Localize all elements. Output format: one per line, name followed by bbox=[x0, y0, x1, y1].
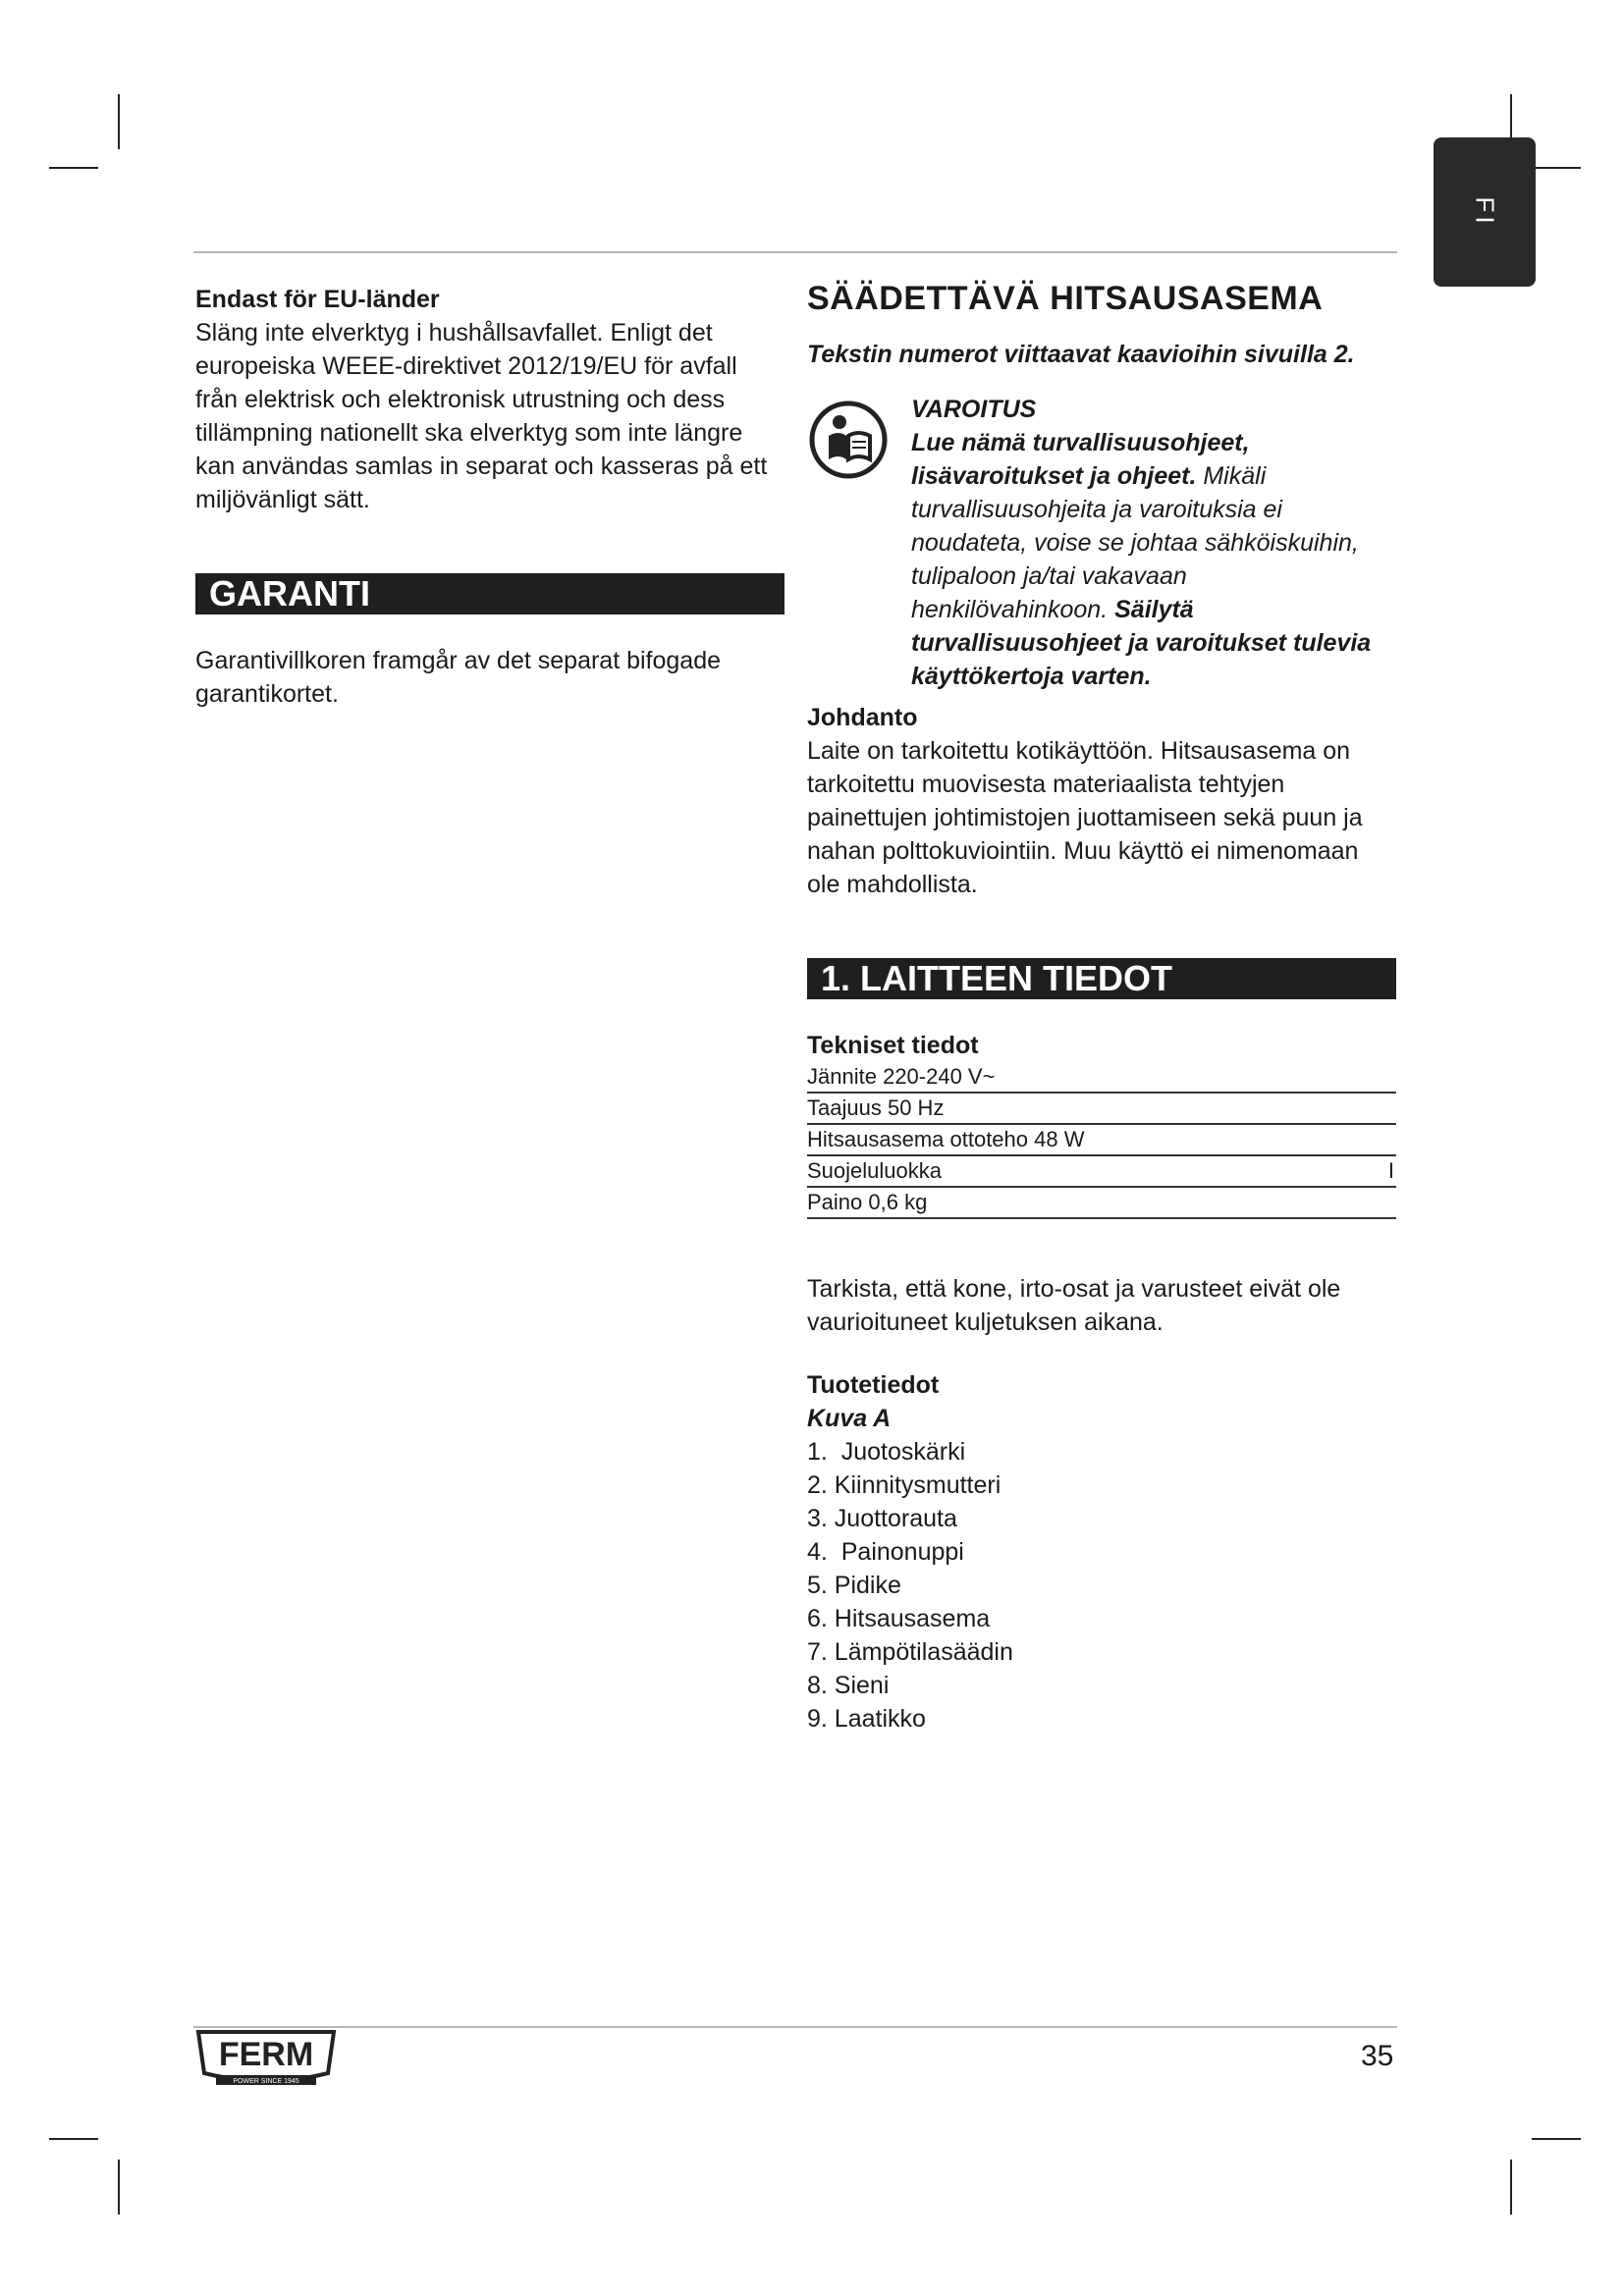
spec-label: Paino bbox=[807, 1190, 863, 1214]
language-tab bbox=[1434, 137, 1536, 287]
specs-table bbox=[807, 1062, 1396, 1219]
list-item: 3. Juottorauta bbox=[807, 1505, 957, 1532]
list-item: 6. Hitsausasema bbox=[807, 1605, 991, 1632]
warranty-heading: GARANTI bbox=[195, 573, 785, 614]
eu-heading: Endast för EU-länder bbox=[195, 286, 440, 313]
warning-bold-line: Lue nämä turvallisuusohjeet, lisävaroitukset ja ohjeet. bbox=[911, 429, 1250, 490]
right-column bbox=[807, 280, 1396, 1735]
spec-row bbox=[807, 1156, 1396, 1188]
read-manual-icon bbox=[809, 400, 888, 479]
warning-label: VAROITUS bbox=[911, 396, 1037, 423]
list-item: 1. Juotoskärki bbox=[807, 1438, 966, 1466]
specs-heading: Tekniset tiedot bbox=[807, 1032, 979, 1059]
spec-row bbox=[807, 1125, 1396, 1156]
spec-label: Taajuus bbox=[807, 1095, 882, 1120]
parts-list bbox=[807, 1435, 1396, 1735]
list-item: 4. Painonuppi bbox=[807, 1538, 964, 1566]
list-item: 9. Laatikko bbox=[807, 1705, 926, 1733]
warning-bold-end: Säilytä turvallisuusohjeet ja varoitukset tulevia käyttökertoja varten. bbox=[911, 596, 1372, 690]
footer-rule bbox=[193, 2026, 1397, 2028]
header-rule bbox=[193, 251, 1397, 253]
diagram-reference: Tekstin numerot viittaavat kaavioihin sivuilla 2. bbox=[807, 341, 1355, 368]
crop-mark-top-right-h bbox=[1532, 167, 1581, 169]
section1-heading: 1. LAITTEEN TIEDOT bbox=[807, 958, 1396, 999]
svg-text:POWER SINCE 1945: POWER SINCE 1945 bbox=[233, 2078, 299, 2085]
list-item: 5. Pidike bbox=[807, 1572, 901, 1599]
check-text: Tarkista, että kone, irto-osat ja varusteet eivät ole vaurioituneet kuljetuksen aikana. bbox=[807, 1275, 1341, 1336]
warning-paragraph bbox=[911, 426, 1373, 693]
crop-mark-top-left-v bbox=[118, 94, 120, 149]
language-tab-label: FI bbox=[1470, 196, 1500, 228]
page-title: SÄÄDETTÄVÄ HITSAUSASEMA bbox=[807, 280, 1324, 317]
spec-row bbox=[807, 1188, 1396, 1219]
crop-mark-bottom-right-v bbox=[1510, 2160, 1512, 2215]
left-column bbox=[195, 283, 785, 711]
spec-value: 0,6 kg bbox=[868, 1190, 928, 1214]
spec-value: 220-240 V~ bbox=[883, 1064, 996, 1089]
list-item: 8. Sieni bbox=[807, 1672, 890, 1699]
spec-label: Suojeluluokka bbox=[807, 1158, 942, 1183]
spec-value: I bbox=[1387, 1158, 1394, 1183]
product-heading: Tuotetiedot bbox=[807, 1371, 940, 1399]
crop-mark-bottom-left-h bbox=[49, 2138, 98, 2140]
page-number: 35 bbox=[1361, 2040, 1394, 2072]
warning-italic-text: Mikäli turvallisuusohjeita ja varoituksia ei noudateta, voise se johtaa sähköiskuihin, tulipaloon ja/tai vakavaan henkilövahinkoon. bbox=[911, 462, 1359, 623]
crop-mark-top-left-h bbox=[49, 167, 98, 169]
spec-label: Hitsausasema ottoteho bbox=[807, 1127, 1029, 1151]
ferm-logo bbox=[194, 2028, 338, 2091]
warranty-text: Garantivillkoren framgår av det separat bifogade garantikortet. bbox=[195, 647, 722, 708]
intro-heading: Johdanto bbox=[807, 704, 918, 731]
spec-label: Jännite bbox=[807, 1064, 877, 1089]
list-item: 7. Lämpötilasäädin bbox=[807, 1638, 1013, 1666]
crop-mark-bottom-left-v bbox=[118, 2160, 120, 2215]
figure-label: Kuva A bbox=[807, 1405, 892, 1432]
list-item: 2. Kiinnitysmutteri bbox=[807, 1471, 1001, 1499]
spec-row bbox=[807, 1062, 1396, 1094]
spec-row bbox=[807, 1094, 1396, 1125]
spec-value: 48 W bbox=[1034, 1127, 1085, 1151]
eu-text: Släng inte elverktyg i hushållsavfallet. Enligt det europeiska WEEE-direktivet 2012/19/EU för avfall från elektrisk och elektronisk utrustning och dess tillämpning nationellt ska elverktyg som inte längre kan användas samlas in separat och kasseras på ett miljövänligt sätt. bbox=[195, 319, 768, 513]
svg-text:FERM: FERM bbox=[218, 2036, 314, 2073]
intro-text: Laite on tarkoitettu kotikäyttöön. Hitsausasema on tarkoitettu muovisesta materiaalista tehtyjen painettujen johtimistojen juottamiseen sekä puun ja nahan polttokuviointiin. Muu käyttö ei nimenomaan ole mahdollista. bbox=[807, 737, 1363, 898]
crop-mark-bottom-right-h bbox=[1532, 2138, 1581, 2140]
warning-block bbox=[807, 393, 1396, 697]
warning-text bbox=[911, 393, 1373, 693]
spec-value: 50 Hz bbox=[887, 1095, 945, 1120]
